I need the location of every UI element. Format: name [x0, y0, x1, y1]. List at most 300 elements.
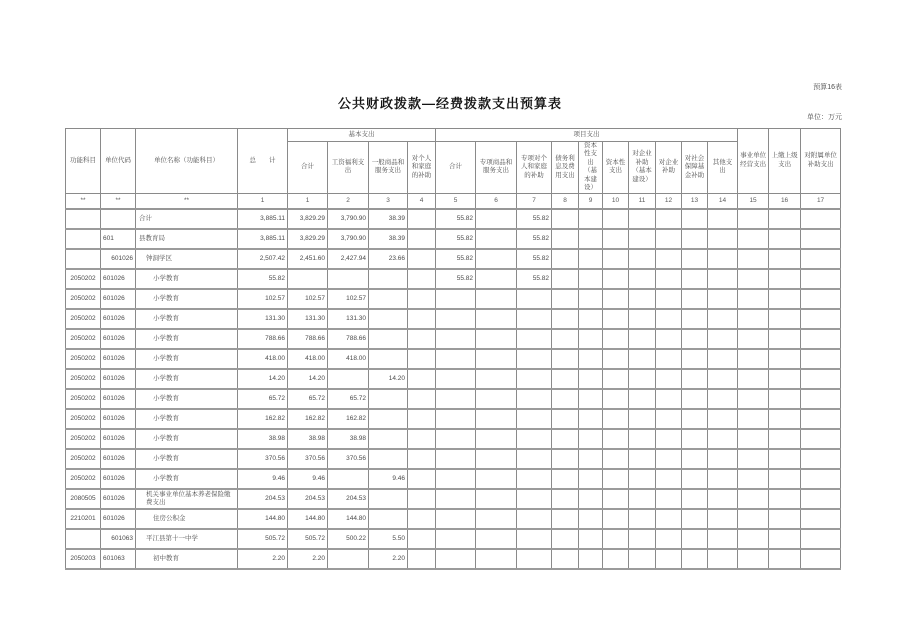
value-cell: [517, 469, 552, 489]
value-cell: [801, 249, 841, 269]
unit-name-cell: 小学教育: [136, 309, 238, 329]
unit-name-cell: 平江县第十一中学: [136, 529, 238, 549]
function-subject-code-cell: 2050202: [66, 469, 101, 489]
value-cell: [769, 229, 801, 249]
value-cell: [708, 349, 738, 369]
value-cell: [369, 289, 408, 309]
value-cell: [603, 409, 629, 429]
value-cell: [708, 309, 738, 329]
value-cell: [603, 229, 629, 249]
column-number: **: [136, 193, 238, 209]
value-cell: [682, 289, 708, 309]
value-cell: [682, 269, 708, 289]
value-cell: 65.72: [238, 389, 288, 409]
value-cell: [682, 309, 708, 329]
unit-code-cell: 601026: [101, 349, 136, 369]
value-cell: [517, 329, 552, 349]
value-cell: 65.72: [288, 389, 328, 409]
value-cell: [629, 409, 656, 429]
value-cell: [603, 349, 629, 369]
value-cell: [656, 409, 682, 429]
value-cell: [603, 329, 629, 349]
value-cell: [603, 469, 629, 489]
value-cell: 131.30: [238, 309, 288, 329]
value-cell: [738, 529, 769, 549]
value-cell: [579, 269, 603, 289]
value-cell: [408, 369, 436, 389]
page-title: 公共财政拨款—经费拨款支出预算表: [337, 96, 562, 111]
value-cell: [408, 329, 436, 349]
value-cell: 788.66: [288, 329, 328, 349]
value-cell: 38.39: [369, 229, 408, 249]
value-cell: [517, 289, 552, 309]
value-cell: [629, 549, 656, 569]
value-cell: [656, 329, 682, 349]
value-cell: [552, 269, 579, 289]
column-number: 13: [682, 193, 708, 209]
value-cell: [408, 549, 436, 569]
value-cell: [682, 249, 708, 269]
value-cell: [369, 409, 408, 429]
value-cell: [517, 509, 552, 529]
value-cell: [436, 489, 476, 509]
col-header-unit-code: 单位代码: [101, 129, 136, 194]
value-cell: [369, 449, 408, 469]
unit-name-cell: 初中教育: [136, 549, 238, 569]
value-cell: [603, 289, 629, 309]
value-cell: 418.00: [328, 349, 369, 369]
unit-name-cell: 小学教育: [136, 409, 238, 429]
value-cell: [476, 269, 517, 289]
col-header-unit-name: 单位名称（功能科目）: [136, 129, 238, 194]
value-cell: 102.57: [238, 289, 288, 309]
value-cell: [579, 529, 603, 549]
value-cell: [629, 249, 656, 269]
unit-code-cell: 601026: [101, 489, 136, 509]
value-cell: [579, 469, 603, 489]
value-cell: [408, 449, 436, 469]
col-header-capital-construction: 资本性支出（基本建设）: [579, 142, 603, 194]
value-cell: [629, 389, 656, 409]
value-cell: 3,790.90: [328, 209, 369, 229]
unit-code-cell: 601026: [101, 389, 136, 409]
value-cell: [288, 269, 328, 289]
value-cell: [552, 509, 579, 529]
unit-code-cell: 601026: [101, 269, 136, 289]
function-subject-code-cell: 2050202: [66, 449, 101, 469]
value-cell: [738, 549, 769, 569]
value-cell: [579, 489, 603, 509]
value-cell: [629, 529, 656, 549]
value-cell: [769, 329, 801, 349]
value-cell: 144.80: [238, 509, 288, 529]
value-cell: [552, 349, 579, 369]
value-cell: [682, 349, 708, 369]
value-cell: [801, 269, 841, 289]
value-cell: [682, 409, 708, 429]
value-cell: [552, 549, 579, 569]
value-cell: [629, 469, 656, 489]
value-cell: [708, 389, 738, 409]
value-cell: [656, 429, 682, 449]
value-cell: [579, 329, 603, 349]
value-cell: 162.82: [238, 409, 288, 429]
column-number: 3: [369, 193, 408, 209]
value-cell: [656, 229, 682, 249]
function-subject-code-cell: 2050202: [66, 349, 101, 369]
value-cell: [369, 509, 408, 529]
function-subject-code-cell: 2050203: [66, 549, 101, 569]
value-cell: [708, 509, 738, 529]
value-cell: [656, 249, 682, 269]
col-header-enterprise-construction: 对企业补助（基本建设）: [629, 142, 656, 194]
value-cell: [476, 389, 517, 409]
value-cell: [801, 429, 841, 449]
column-number: **: [66, 193, 101, 209]
col-header-debt-interest: 债务利息及费用支出: [552, 142, 579, 194]
value-cell: [629, 509, 656, 529]
col-group-project-expenditure: 项目支出: [436, 129, 738, 142]
col-header-capital: 资本性支出: [603, 142, 629, 194]
value-cell: [682, 389, 708, 409]
budget-table: [65, 128, 841, 570]
value-cell: [579, 509, 603, 529]
value-cell: [769, 509, 801, 529]
table-body: [66, 209, 841, 569]
col-header-other: 其他支出: [708, 142, 738, 194]
value-cell: [769, 309, 801, 329]
value-cell: [708, 209, 738, 229]
table-row: [66, 309, 841, 329]
value-cell: [552, 209, 579, 229]
unit-code-cell: 601026: [101, 509, 136, 529]
unit-name-cell: 小学教育: [136, 469, 238, 489]
value-cell: [769, 429, 801, 449]
column-number: 12: [656, 193, 682, 209]
value-cell: [656, 449, 682, 469]
value-cell: [801, 549, 841, 569]
function-subject-code-cell: [66, 209, 101, 229]
column-number: 2: [328, 193, 369, 209]
value-cell: [656, 469, 682, 489]
value-cell: [656, 529, 682, 549]
value-cell: [476, 529, 517, 549]
table-row: [66, 349, 841, 369]
value-cell: [369, 389, 408, 409]
unit-name-cell: 机关事业单位基本养老保险缴费支出: [136, 489, 238, 509]
value-cell: [476, 209, 517, 229]
value-cell: [801, 489, 841, 509]
unit-code-cell: 601063: [101, 529, 136, 549]
value-cell: [603, 449, 629, 469]
value-cell: [579, 549, 603, 569]
value-cell: 162.82: [288, 409, 328, 429]
value-cell: [408, 389, 436, 409]
value-cell: [552, 529, 579, 549]
value-cell: [369, 429, 408, 449]
column-number: 5: [436, 193, 476, 209]
value-cell: [682, 329, 708, 349]
column-number: **: [101, 193, 136, 209]
value-cell: [579, 209, 603, 229]
value-cell: [769, 289, 801, 309]
column-number: 6: [476, 193, 517, 209]
value-cell: [801, 209, 841, 229]
value-cell: [708, 369, 738, 389]
value-cell: [408, 429, 436, 449]
value-cell: [603, 509, 629, 529]
table-row: [66, 289, 841, 309]
value-cell: [738, 429, 769, 449]
value-cell: 55.82: [517, 209, 552, 229]
function-subject-code-cell: 2050202: [66, 369, 101, 389]
value-cell: [738, 229, 769, 249]
value-cell: [603, 209, 629, 229]
column-number: 7: [517, 193, 552, 209]
value-cell: 23.66: [369, 249, 408, 269]
value-cell: 102.57: [288, 289, 328, 309]
value-cell: [517, 349, 552, 369]
value-cell: [656, 309, 682, 329]
value-cell: 3,829.29: [288, 209, 328, 229]
value-cell: [476, 409, 517, 429]
value-cell: [579, 449, 603, 469]
value-cell: [517, 529, 552, 549]
value-cell: [656, 269, 682, 289]
value-cell: [769, 529, 801, 549]
value-cell: [801, 369, 841, 389]
value-cell: [476, 249, 517, 269]
value-cell: [769, 469, 801, 489]
value-cell: 55.82: [436, 249, 476, 269]
value-cell: [801, 229, 841, 249]
value-cell: [708, 549, 738, 569]
value-cell: 162.82: [328, 409, 369, 429]
value-cell: [328, 369, 369, 389]
value-cell: [408, 529, 436, 549]
table-row: [66, 369, 841, 389]
unit-name-cell: 小学教育: [136, 349, 238, 369]
value-cell: [579, 369, 603, 389]
value-cell: [682, 209, 708, 229]
value-cell: [738, 249, 769, 269]
value-cell: [738, 289, 769, 309]
value-cell: [603, 489, 629, 509]
value-cell: [682, 469, 708, 489]
unit-code-cell: 601026: [101, 249, 136, 269]
value-cell: [629, 309, 656, 329]
unit-code-cell: 601026: [101, 409, 136, 429]
value-cell: 370.56: [288, 449, 328, 469]
unit-code-cell: 601026: [101, 369, 136, 389]
col-header-special-individual: 专项对个人和家庭的补助: [517, 142, 552, 194]
col-header-special-goods: 专项商品和服务支出: [476, 142, 517, 194]
value-cell: [738, 369, 769, 389]
value-cell: [801, 309, 841, 329]
value-cell: [579, 409, 603, 429]
value-cell: [552, 489, 579, 509]
value-cell: [476, 309, 517, 329]
col-group-basic-expenditure: 基本支出: [288, 129, 436, 142]
value-cell: [769, 489, 801, 509]
value-cell: [738, 469, 769, 489]
column-number: 1: [238, 193, 288, 209]
column-number: 9: [579, 193, 603, 209]
unit-name-cell: 小学教育: [136, 329, 238, 349]
value-cell: [738, 389, 769, 409]
value-cell: 505.72: [238, 529, 288, 549]
value-cell: [769, 369, 801, 389]
value-cell: [656, 349, 682, 369]
table-row: [66, 329, 841, 349]
value-cell: [769, 269, 801, 289]
value-cell: [552, 449, 579, 469]
value-cell: 38.39: [369, 209, 408, 229]
value-cell: [476, 449, 517, 469]
value-cell: [436, 529, 476, 549]
value-cell: [738, 269, 769, 289]
value-cell: [436, 389, 476, 409]
value-cell: 131.30: [328, 309, 369, 329]
value-cell: [656, 489, 682, 509]
col-header-basic-subtotal: 合计: [288, 142, 328, 194]
unit-name-cell: 小学教育: [136, 269, 238, 289]
unit-code-cell: 601026: [101, 449, 136, 469]
table-row: [66, 269, 841, 289]
value-cell: 204.53: [328, 489, 369, 509]
value-cell: 14.20: [238, 369, 288, 389]
function-subject-code-cell: 2050202: [66, 389, 101, 409]
value-cell: [369, 309, 408, 329]
value-cell: [408, 349, 436, 369]
column-number: 17: [801, 193, 841, 209]
value-cell: [629, 429, 656, 449]
value-cell: [682, 529, 708, 549]
value-cell: [708, 329, 738, 349]
value-cell: [436, 309, 476, 329]
value-cell: [801, 329, 841, 349]
value-cell: [436, 429, 476, 449]
value-cell: [682, 449, 708, 469]
table-row: [66, 209, 841, 229]
value-cell: [708, 449, 738, 469]
value-cell: [328, 469, 369, 489]
value-cell: 370.56: [328, 449, 369, 469]
value-cell: [801, 469, 841, 489]
function-subject-code-cell: 2050202: [66, 329, 101, 349]
value-cell: [656, 509, 682, 529]
value-cell: [682, 549, 708, 569]
value-cell: [476, 509, 517, 529]
value-cell: [629, 269, 656, 289]
value-cell: [708, 249, 738, 269]
table-row: [66, 409, 841, 429]
unit-code-cell: [101, 209, 136, 229]
value-cell: [738, 309, 769, 329]
value-cell: 418.00: [288, 349, 328, 369]
value-cell: 2.20: [238, 549, 288, 569]
value-cell: [476, 329, 517, 349]
value-cell: [801, 289, 841, 309]
col-header-project-subtotal: 合计: [436, 142, 476, 194]
value-cell: [629, 369, 656, 389]
value-cell: [629, 289, 656, 309]
value-cell: [603, 429, 629, 449]
value-cell: [656, 289, 682, 309]
function-subject-code-cell: 2210201: [66, 509, 101, 529]
value-cell: [603, 389, 629, 409]
value-cell: [408, 209, 436, 229]
value-cell: [708, 409, 738, 429]
unit-name-cell: 小学教育: [136, 369, 238, 389]
function-subject-code-cell: 2050202: [66, 429, 101, 449]
value-cell: [603, 269, 629, 289]
value-cell: 55.82: [517, 249, 552, 269]
value-cell: [738, 409, 769, 429]
unit-code-cell: 601026: [101, 289, 136, 309]
value-cell: [629, 329, 656, 349]
value-cell: 3,829.29: [288, 229, 328, 249]
table-row: [66, 429, 841, 449]
value-cell: [436, 449, 476, 469]
value-cell: [552, 289, 579, 309]
function-subject-code-cell: 2080505: [66, 489, 101, 509]
column-number: 10: [603, 193, 629, 209]
value-cell: [436, 289, 476, 309]
unit-name-cell: 小学教育: [136, 389, 238, 409]
value-cell: [801, 389, 841, 409]
value-cell: [603, 249, 629, 269]
unit-name-cell: 住房公积金: [136, 509, 238, 529]
value-cell: [408, 289, 436, 309]
value-cell: [738, 329, 769, 349]
unit-name-cell: 小学教育: [136, 449, 238, 469]
unit-name-cell: 小学教育: [136, 289, 238, 309]
value-cell: 204.53: [288, 489, 328, 509]
value-cell: [552, 369, 579, 389]
value-cell: [682, 429, 708, 449]
value-cell: [656, 549, 682, 569]
col-header-business-operation: 事业单位经营支出: [738, 129, 769, 194]
col-header-wage-welfare: 工资福利支出: [328, 142, 369, 194]
value-cell: [517, 369, 552, 389]
col-header-general-goods: 一般商品和服务支出: [369, 142, 408, 194]
value-cell: [476, 549, 517, 569]
table-row: [66, 229, 841, 249]
value-cell: [769, 449, 801, 469]
value-cell: 102.57: [328, 289, 369, 309]
value-cell: [408, 409, 436, 429]
value-cell: [408, 229, 436, 249]
value-cell: 2,507.42: [238, 249, 288, 269]
value-cell: [801, 349, 841, 369]
value-cell: [552, 309, 579, 329]
value-cell: [517, 309, 552, 329]
value-cell: [579, 389, 603, 409]
value-cell: 2,451.60: [288, 249, 328, 269]
value-cell: 38.98: [238, 429, 288, 449]
unit-code-cell: 601026: [101, 309, 136, 329]
unit-code-cell: 601026: [101, 469, 136, 489]
value-cell: 55.82: [436, 209, 476, 229]
value-cell: 9.46: [238, 469, 288, 489]
table-row: [66, 549, 841, 569]
value-cell: 38.98: [288, 429, 328, 449]
value-cell: [436, 329, 476, 349]
table-row: [66, 509, 841, 529]
value-cell: [517, 429, 552, 449]
value-cell: [517, 389, 552, 409]
